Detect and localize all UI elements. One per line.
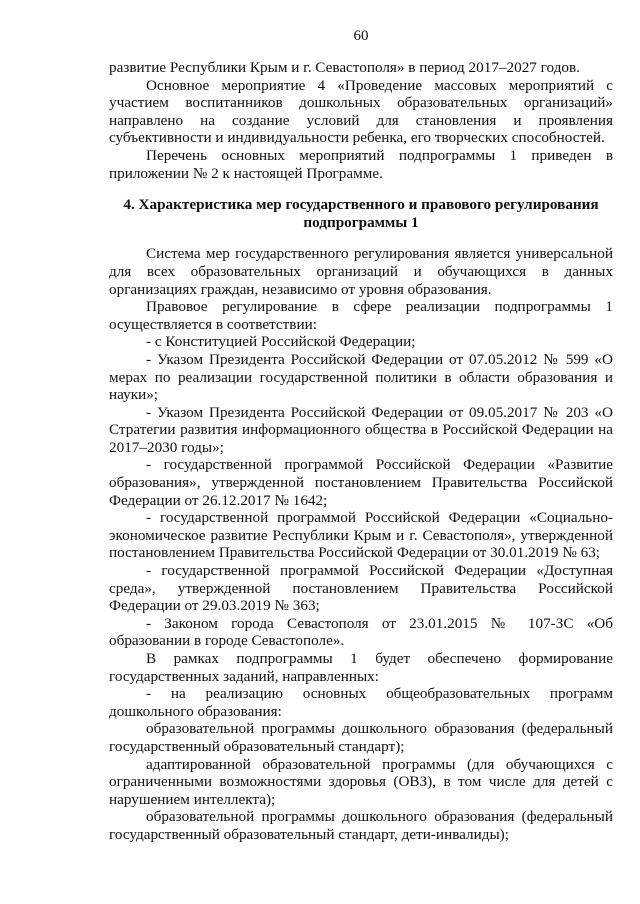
paragraph: образовательной программы дошкольного образования (федеральный государственный образовательный стандарт, дети-инвалиды); <box>109 808 613 843</box>
paragraph: Система мер государственного регулирования является универсальной для всех образовательных организаций и обучающихся в данных организациях граждан, независимо от уровня образования. <box>109 245 613 298</box>
list-item: - государственной программой Российской Федерации «Социально-экономическое развитие Республики Крым и г. Севастополя», утвержденной постановлением Правительства Российской Федерации от 30.01.2019 № 63; <box>109 509 613 562</box>
document-page <box>109 28 613 844</box>
list-item: - с Конституцией Российской Федерации; <box>146 333 416 351</box>
list-item: - Указом Президента Российской Федерации от 09.05.2017 № 203 «О Стратегии развития информационного общества в Российской Федерации на 2017–2030 годы»; <box>109 403 613 456</box>
paragraph: Основное мероприятие 4 «Проведение массовых мероприятий с участием воспитанников дошкольных образовательных организаций» направлено на создание условий для становления и проявления субъективности и индивидуальности ребенка, его творческих способностей. <box>109 76 613 147</box>
list-item: - Указом Президента Российской Федерации от 07.05.2012 № 599 «О мерах по реализации государственной политики в области образования и науки»; <box>109 350 613 404</box>
paragraph: В рамках подпрограммы 1 будет обеспечено формирование государственных заданий, направленных: <box>109 650 613 685</box>
list-item: - государственной программой Российской Федерации «Доступная среда», утвержденной постановлением Правительства Российской Федерации от 29.03.2019 № 363; <box>109 562 613 615</box>
paragraph: развитие Республики Крым и г. Севастополя» в период 2017–2027 годов. <box>109 59 580 76</box>
paragraph: адаптированной образовательной программы (для обучающихся с ограниченными возможностями здоровья (ОВЗ), в том числе для детей с нарушением интеллекта); <box>109 755 613 808</box>
section-heading: 4. Характеристика мер государственного и правового регулирования подпрограммы 1 <box>123 196 599 231</box>
list-item: - Законом города Севастополя от 23.01.2015 № 107-ЗС «Об образовании в городе Севастополе». <box>109 614 613 650</box>
paragraph: Перечень основных мероприятий подпрограммы 1 приведен в приложении № 2 к настоящей Программе. <box>109 146 613 182</box>
list-item: - государственной программой Российской Федерации «Развитие образования», утвержденной постановлением Правительства Российской Федерации от 26.12.2017 № 1642; <box>109 456 613 509</box>
paragraph: образовательной программы дошкольного образования (федеральный государственный образовательный стандарт); <box>109 720 613 755</box>
paragraph: Правовое регулирование в сфере реализации подпрограммы 1 осуществляется в соответствии: <box>109 298 613 333</box>
page-number: 60 <box>353 28 369 44</box>
list-item: - на реализацию основных общеобразовательных программ дошкольного образования: <box>109 685 613 720</box>
